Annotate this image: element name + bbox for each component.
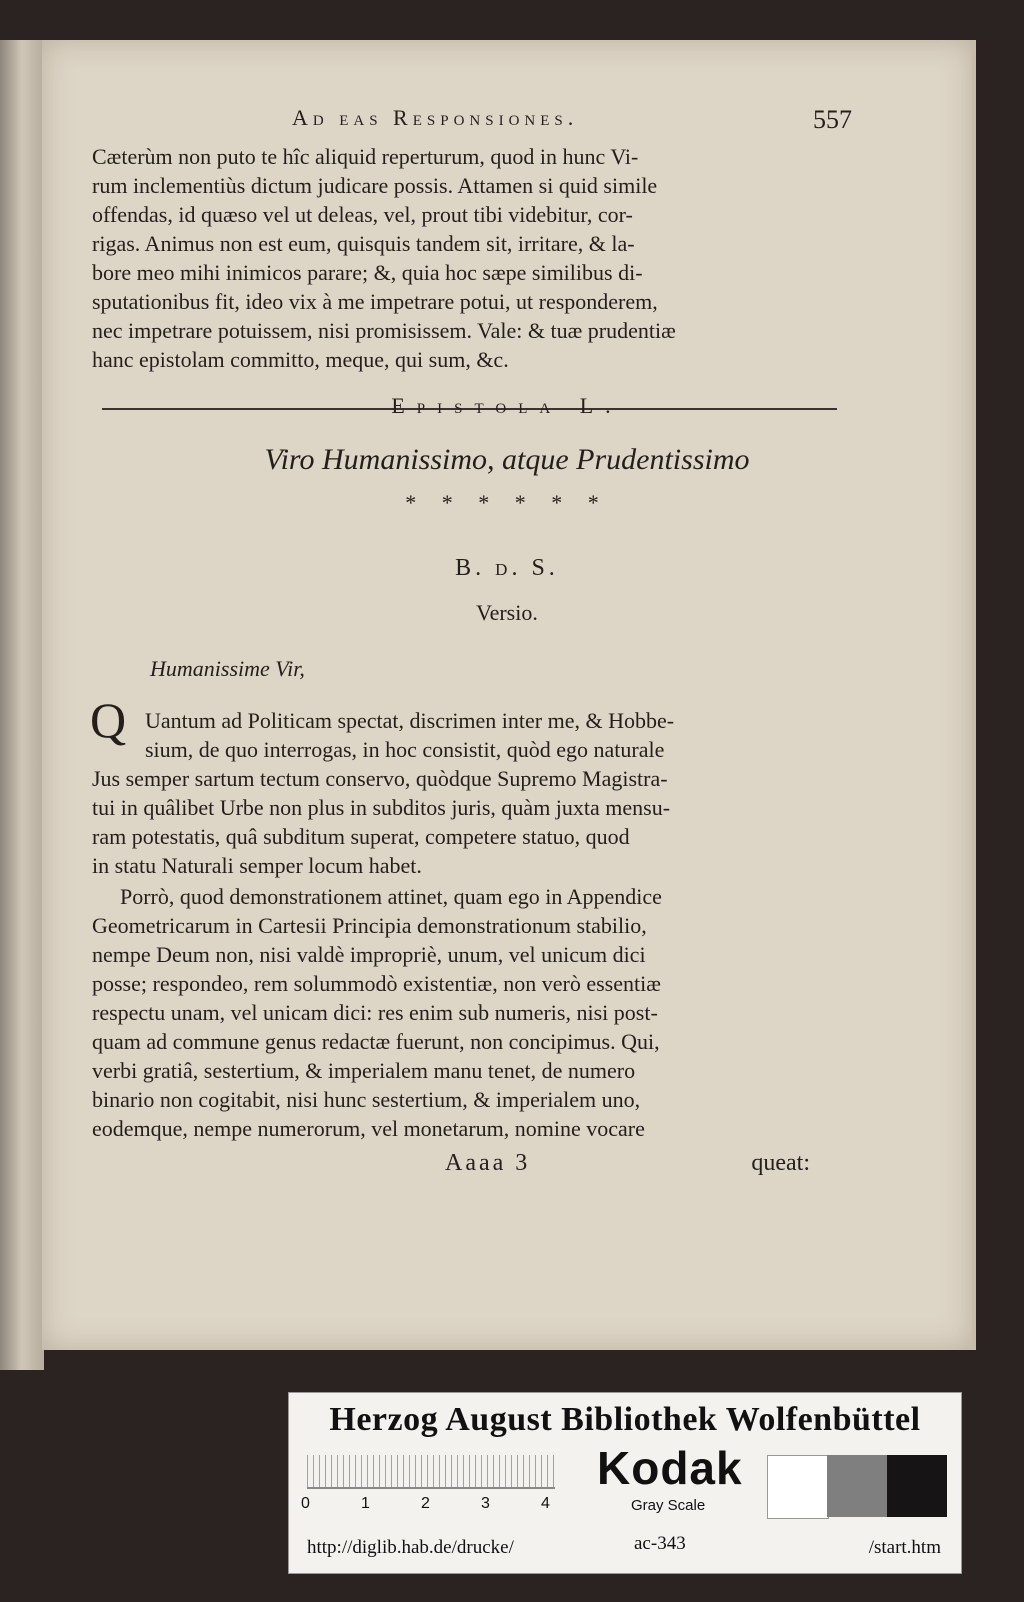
dedication: Viro Humanissimo, atque Prudentissimo [264, 443, 750, 476]
text-line: Jus semper sartum tectum conservo, quòdque Supremo Magistra- [92, 766, 668, 791]
salutation: Humanissime Vir, [150, 656, 305, 681]
ruler-label: 1 [361, 1495, 370, 1512]
text-line: Cæterùm non puto te hîc aliquid reperturum, quod in hunc Vi- [92, 144, 639, 169]
letter-paragraph-2 [92, 882, 812, 1143]
text-line: tui in quâlibet Urbe non plus in subditos juris, quàm juxta mensu- [92, 795, 671, 820]
ruler-label: 3 [481, 1495, 490, 1512]
text-line: in statu Naturali semper locum habet. [92, 853, 422, 878]
text-line: posse; respondeo, rem solummodò existentiæ, non verò essentiæ [92, 971, 661, 996]
text-line: sium, de quo interrogas, in hoc consistit, quòd ego naturale [145, 737, 665, 762]
text-line: Uantum ad Politicam spectat, discrimen inter me, & Hobbe- [145, 708, 675, 733]
ruler-label: 2 [421, 1495, 430, 1512]
signature-mark: Aaaa 3 [445, 1150, 531, 1176]
text-line: nec impetrare potuissem, nisi promisissem. Vale: & tuæ prudentiæ [92, 318, 676, 343]
text-line: bore meo mihi inimicos parare; &, quia hoc sæpe similibus di- [92, 260, 643, 285]
epistola-heading: Epistola L. [391, 393, 623, 418]
text-line: Geometricarum in Cartesii Principia demonstrationum stabilio, [92, 913, 647, 938]
ornament-stars: * * * * * * [405, 490, 609, 515]
ruler-label: 0 [301, 1495, 310, 1512]
text-line: offendas, id quæso vel ut deleas, vel, prout tibi videbitur, cor- [92, 202, 633, 227]
letter-paragraph-1-first-lines [145, 706, 810, 764]
drop-cap: Q [90, 692, 127, 748]
start-path: /start.htm [868, 1537, 941, 1558]
kodak-logo: Kodak [597, 1442, 743, 1494]
ruler-labels [301, 1495, 561, 1515]
library-name: Herzog August Bibliothek Wolfenbüttel [329, 1401, 921, 1438]
text-line: nempe Deum non, nisi valdè impropriè, unum, vel unicum dici [92, 942, 646, 967]
text-line: ram potestatis, quâ subditum superat, competere statuo, quod [92, 824, 630, 849]
text-line: quam ad commune genus redactæ fuerunt, non concipimus. Qui, [92, 1029, 660, 1054]
text-line: binario non cogitabit, nisi hunc sestertium, & imperialem uno, [92, 1087, 641, 1112]
text-line: verbi gratiâ, sestertium, & imperialem manu tenet, de numero [92, 1058, 636, 1083]
page-footer [90, 1150, 810, 1180]
source-url: http://diglib.hab.de/drucke/ [307, 1537, 514, 1558]
opening-paragraph [92, 142, 842, 374]
text-line: eodemque, nempe numerorum, vel monetarum, nomine vocare [92, 1116, 645, 1141]
gray-scale-label: Gray Scale [631, 1497, 706, 1514]
library-color-strip [288, 1392, 962, 1574]
versio-label: Versio. [476, 600, 538, 625]
white-swatch [767, 1455, 829, 1519]
text-line: respectu unam, vel unicam dici: res enim sub numeris, nisi post- [92, 1000, 658, 1025]
shelf-code: ac-343 [634, 1533, 686, 1554]
gray-swatch [827, 1455, 887, 1517]
text-line: sputationibus fit, ideo vix à me impetrare potui, ut responderem, [92, 289, 658, 314]
ruler-label: 4 [541, 1495, 550, 1512]
catchword: queat: [751, 1150, 810, 1176]
page-header [247, 105, 852, 141]
letter-paragraph-1-rest [92, 764, 812, 880]
author-initials: B. d. S. [455, 555, 559, 581]
text-line: Porrò, quod demonstrationem attinet, quam ego in Appendice [120, 884, 662, 909]
left-page-edge [0, 40, 44, 1370]
text-line: rum inclementiùs dictum judicare possis. Attamen si quid simile [92, 173, 658, 198]
page-number: 557 [813, 105, 852, 134]
text-line: hanc epistolam committo, meque, qui sum, &c. [92, 347, 509, 372]
black-swatch [887, 1455, 947, 1517]
text-line: rigas. Animus non est eum, quisquis tandem sit, irritare, & la- [92, 231, 635, 256]
scale-ruler [307, 1455, 555, 1489]
running-head: Ad eas Responsiones. [292, 105, 579, 130]
